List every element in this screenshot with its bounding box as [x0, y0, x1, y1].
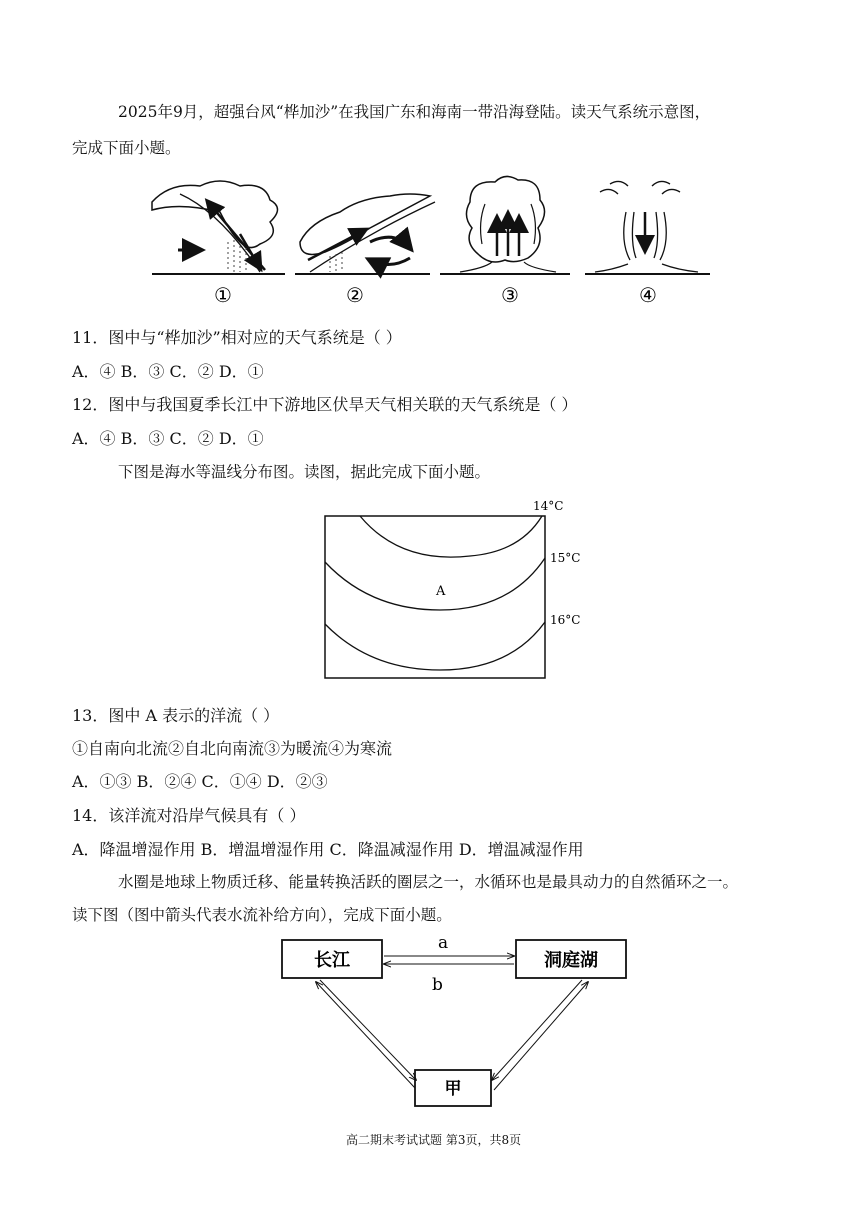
intro-isotherm: 下图是海水等温线分布图。读图，据此完成下面小题。 [118, 463, 491, 481]
question-11-options: A．④ B．③ C．② D．① [72, 362, 264, 381]
intro-typhoon-line1: 2025年9月，超强台风“桦加沙”在我国广东和海南一带沿海登陆。读天气系统示意图， [118, 103, 711, 121]
anticyclone-diagram [595, 181, 698, 272]
isotherm-label-14: 14°C [533, 499, 564, 513]
question-13-statements: ①自南向北流②自北向南流③为暖流④为寒流 [72, 739, 393, 758]
system-label-1: ① [214, 283, 232, 307]
question-12-stem: 12．图中与我国夏季长江中下游地区伏旱天气相关联的天气系统是（ ） [72, 395, 578, 414]
intro-hydrosphere-line1: 水圈是地球上物质迁移、能量转换活跃的圈层之一，水循环也是最具动力的自然循环之一。 [118, 873, 739, 891]
warm-front-diagram [300, 194, 435, 272]
system-label-4: ④ [639, 283, 657, 307]
arrow-a-label: a [438, 933, 449, 953]
system-label-3: ③ [501, 283, 519, 307]
question-11-stem: 11．图中与“桦加沙”相对应的天气系统是（ ） [72, 328, 402, 347]
system-label-2: ② [346, 283, 364, 307]
isotherm-label-15: 15°C [550, 551, 581, 565]
isotherm-label-16: 16°C [550, 613, 581, 627]
water-exchange-diagram [270, 930, 640, 1115]
question-14-options: A．降温增湿作用 B．增温增湿作用 C．降温减湿作用 D．增温减湿作用 [72, 840, 584, 859]
dongting-label: 洞庭湖 [544, 950, 598, 971]
question-13-stem: 13．图中 A 表示的洋流（ ） [72, 706, 280, 725]
arrow-b-label: b [432, 975, 443, 995]
cold-front-diagram [152, 181, 278, 272]
intro-typhoon-line2: 完成下面小题。 [72, 139, 181, 157]
question-12-options: A．④ B．③ C．② D．① [72, 429, 264, 448]
question-14-stem: 14．该洋流对沿岸气候具有（ ） [72, 806, 306, 825]
page-footer: 高二期末考试试题 第3页，共8页 [346, 1133, 522, 1147]
question-13-options: A．①③ B．②④ C．①④ D．②③ [72, 772, 328, 791]
isotherm-map [320, 494, 600, 684]
intro-hydrosphere-line2: 读下图（图中箭头代表水流补给方向），完成下面小题。 [72, 906, 452, 924]
yangtze-label: 长江 [314, 950, 350, 971]
weather-systems-figure [140, 172, 720, 312]
cyclone-diagram [460, 176, 556, 272]
point-a-label: A [436, 584, 446, 599]
jia-label: 甲 [444, 1079, 462, 1099]
